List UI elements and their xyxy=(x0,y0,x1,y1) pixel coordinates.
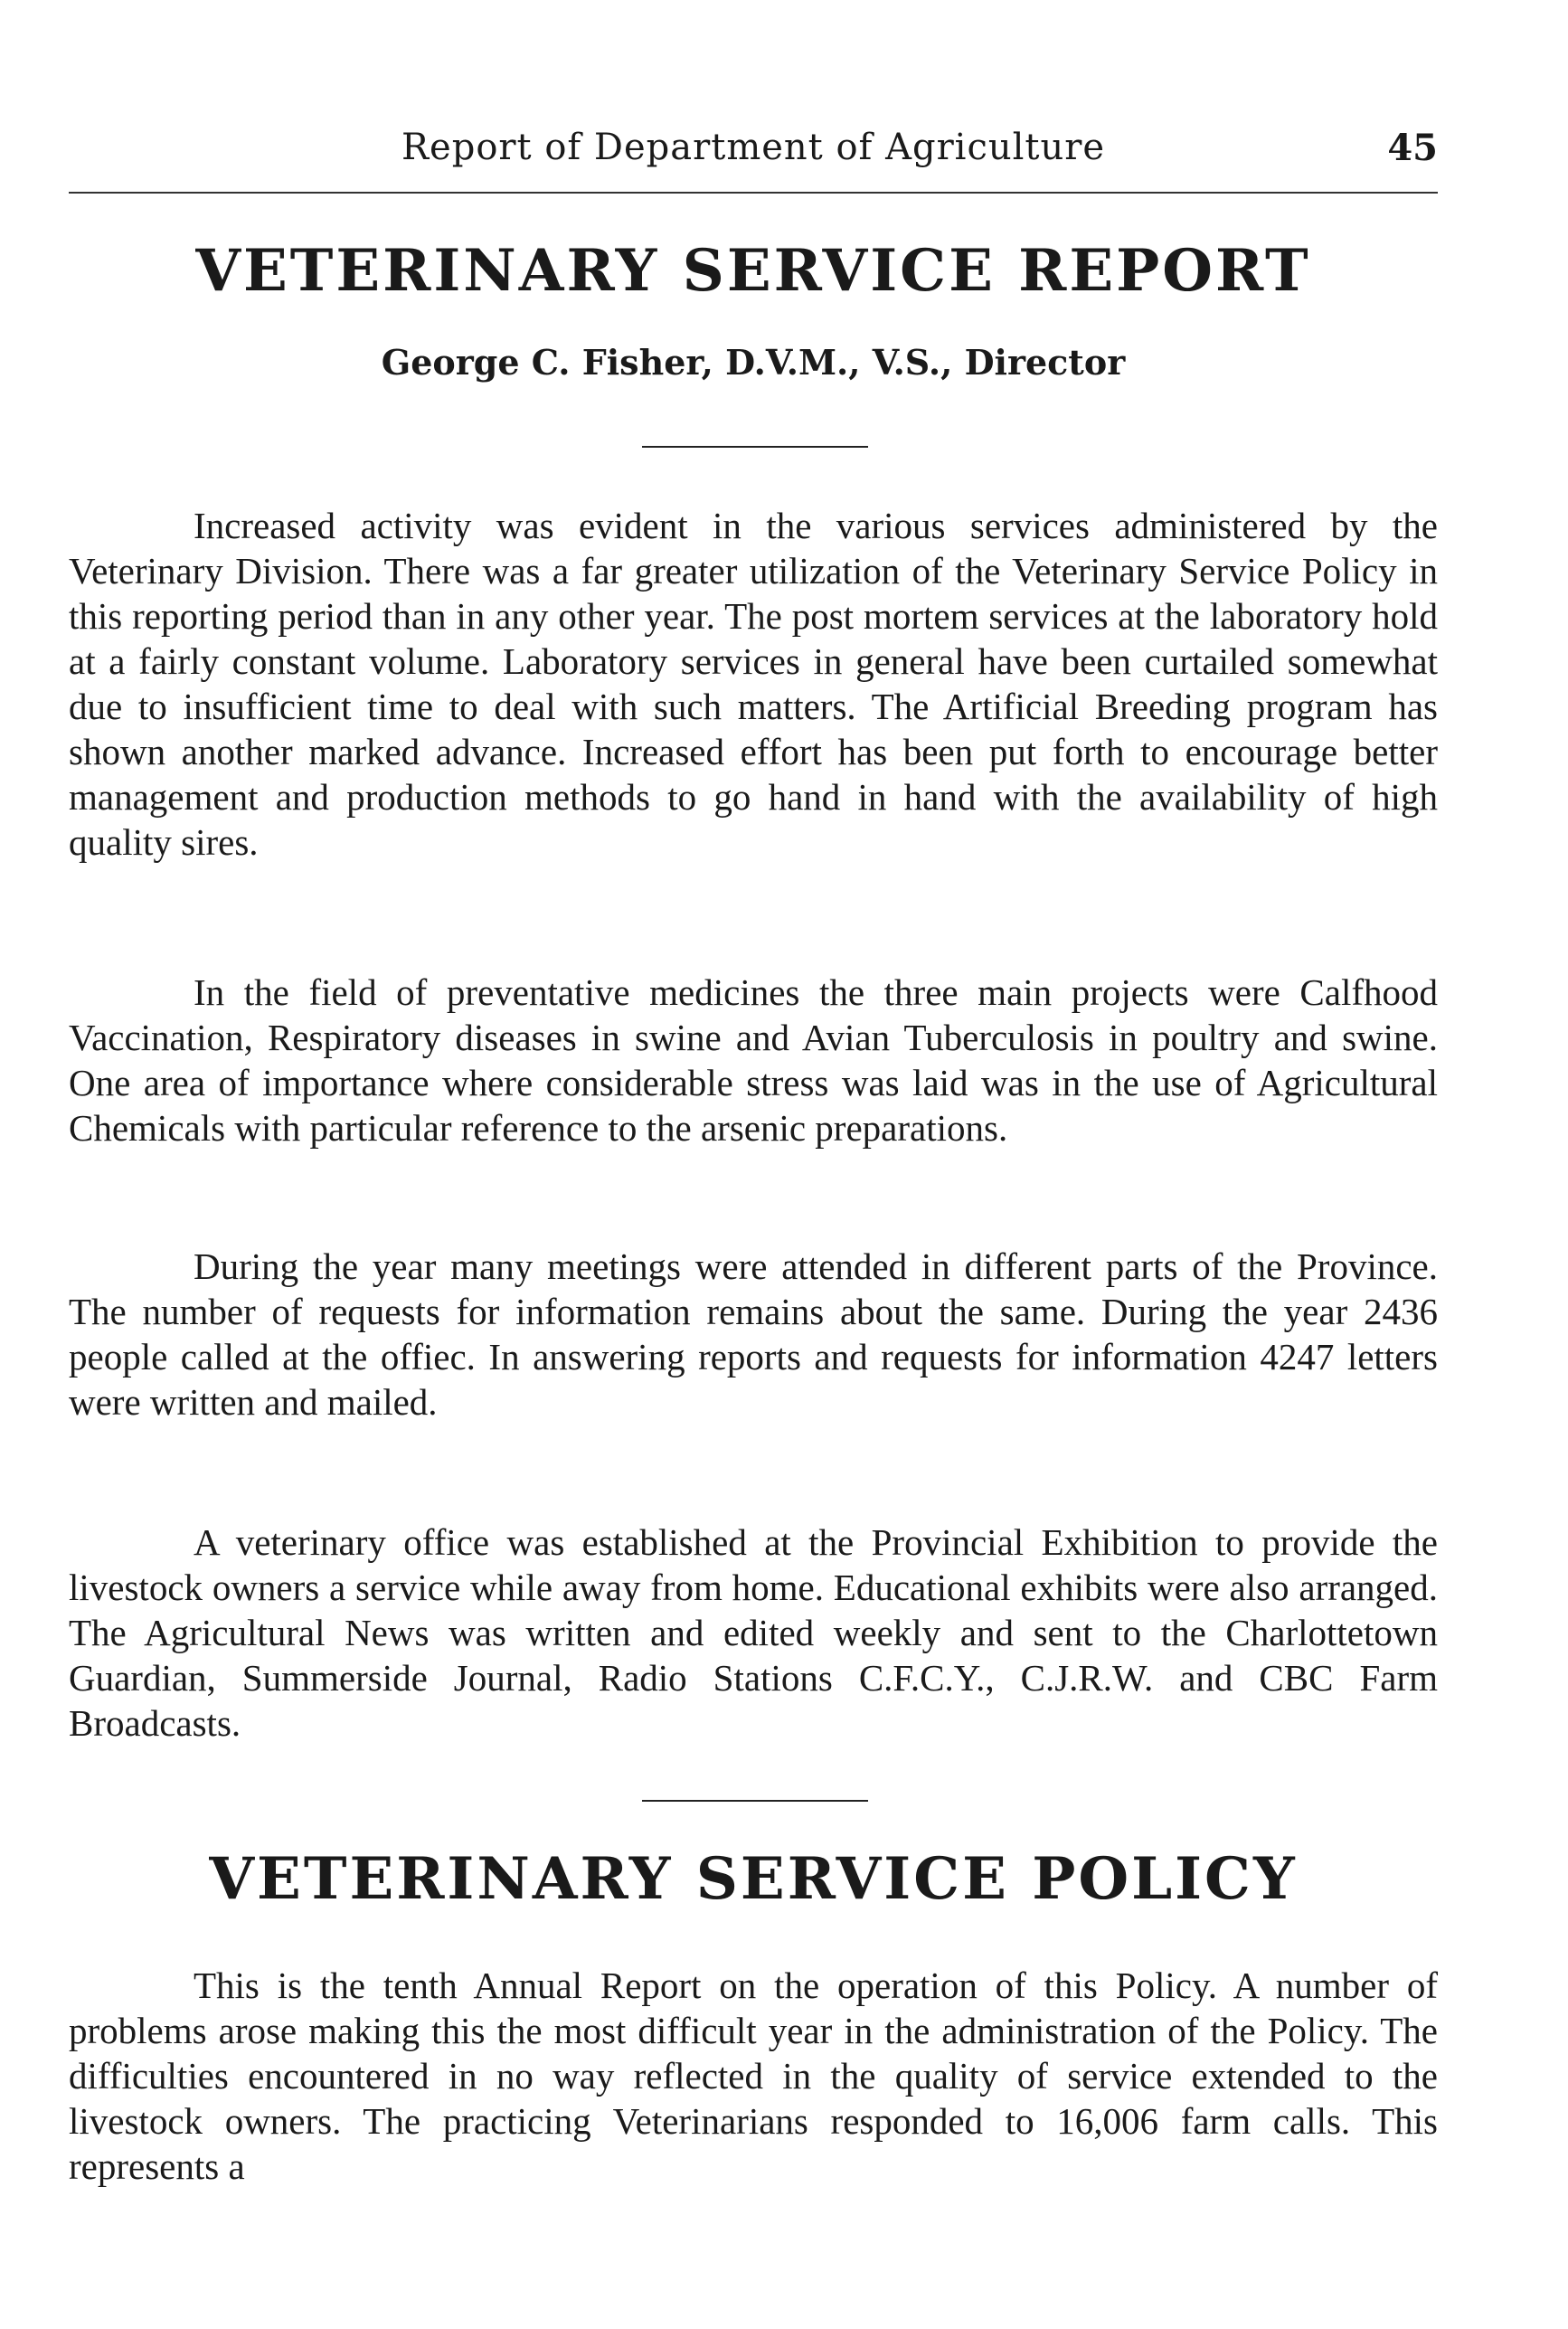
paragraph-3: During the year many meetings were attended in different parts of the Province. The number of requests for information remains about the same. During the year 2436 people called at the offiec. In answering reports and requests for information 4247 letters were written and mailed. xyxy=(69,1245,1438,1423)
header-rule xyxy=(69,192,1438,194)
running-title: Report of Department of Agriculture xyxy=(401,127,1106,168)
section-title-veterinary-service-policy: VETERINARY SERVICE POLICY xyxy=(209,1845,1298,1913)
paragraph-2: In the field of preventative medicines the three main projects were Calfhood Vaccination, Respiratory diseases in swine and Avian Tuberculosis in poultry and swine. One area of importance where considerable stress was laid was in the use of Agricultural Chemicals with particular reference to the arsenic preparations. xyxy=(69,971,1438,1149)
section-divider xyxy=(642,446,868,448)
running-header xyxy=(69,127,1438,181)
paragraph-4: A veterinary office was established at the Provincial Exhibition to provide the livestock owners a service while away from home. Educational exhibits were also arranged. The Agricultural News was written and edited weekly and sent to the Charlottetown Guardian, Summerside Journal, Radio Stations C.F.C.Y., C.J.R.W. and CBC Farm Broadcasts. xyxy=(69,1521,1438,1744)
author-byline: George C. Fisher, D.V.M., V.S., Director xyxy=(381,342,1126,383)
paragraph-1: Increased activity was evident in the various services administered by the Veterinary Division. There was a far greater utilization of the Veterinary Service Policy in this reporting period than in any other year. The post mortem services at the laboratory hold at a fairly constant volume. Laboratory services in general have been curtailed somewhat due to insufficient time to deal with such matters. The Artificial Breeding program has shown another marked advance. Increased effort has been put forth to encourage better management and production methods to go hand in hand with the availability of high quality sires. xyxy=(69,505,1438,863)
section-title-veterinary-service-report: VETERINARY SERVICE REPORT xyxy=(195,237,1311,305)
section-divider xyxy=(642,1800,868,1802)
paragraph-5: This is the tenth Annual Report on the operation of this Policy. A number of problems arose making this the most difficult year in the administration of the Policy. The difficulties encountered in no way reflected in the quality of service extended to the livestock owners. The practicing Veterinarians responded to 16,006 farm calls. This represents a xyxy=(69,1965,1438,2187)
page-number: 45 xyxy=(1387,127,1438,169)
